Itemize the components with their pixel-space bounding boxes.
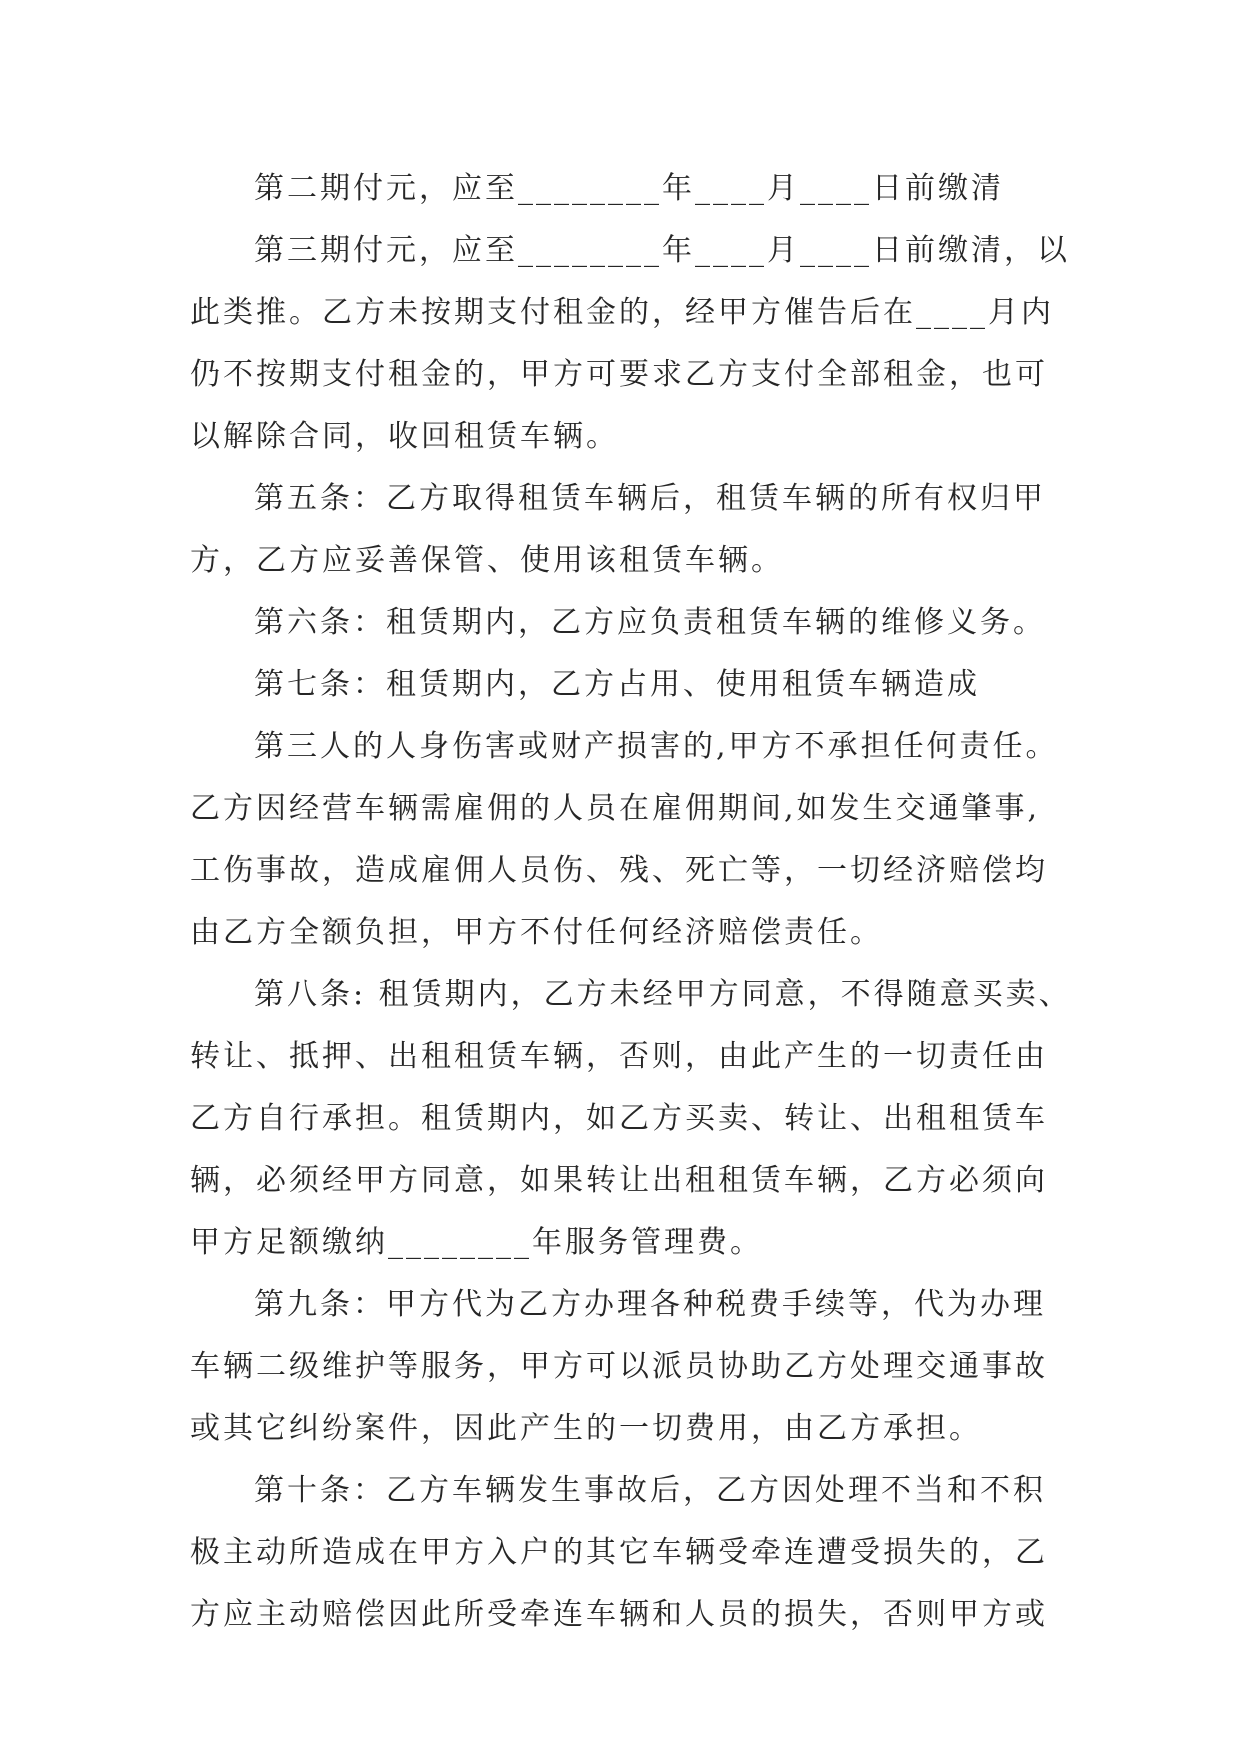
text-line: 由乙方全额负担，甲方不付任何经济赔偿责任。 xyxy=(190,915,883,950)
text-line: 第九条：甲方代为乙方办理各种税费手续等，代为办理 xyxy=(254,1287,1046,1322)
text-line: 第二期付元，应至________年____月____日前缴清 xyxy=(254,171,1004,206)
text-line: 极主动所造成在甲方入户的其它车辆受牵连遭受损失的，乙 xyxy=(190,1535,1048,1570)
text-line: 第三人的人身伤害或财产损害的,甲方不承担任何责任。 xyxy=(254,729,1059,764)
text-line: 此类推。乙方未按期支付租金的，经甲方催告后在____月内 xyxy=(190,295,1054,330)
text-line: 第七条：租赁期内，乙方占用、使用租赁车辆造成 xyxy=(254,667,980,702)
text-line: 第六条：租赁期内，乙方应负责租赁车辆的维修义务。 xyxy=(254,605,1046,640)
text-line: 第十条：乙方车辆发生事故后，乙方因处理不当和不积 xyxy=(254,1473,1046,1508)
text-line: 仍不按期支付租金的，甲方可要求乙方支付全部租金，也可 xyxy=(190,357,1048,392)
text-line: 方，乙方应妥善保管、使用该租赁车辆。 xyxy=(190,543,784,578)
text-line: 甲方足额缴纳________年服务管理费。 xyxy=(190,1225,763,1260)
text-line: 第三期付元，应至________年____月____日前缴清，以 xyxy=(254,233,1070,268)
text-line: 转让、抵押、出租租赁车辆，否则，由此产生的一切责任由 xyxy=(190,1039,1048,1074)
text-line: 第八条: 租赁期内，乙方未经甲方同意，不得随意买卖、 xyxy=(254,977,1072,1012)
text-line: 乙方自行承担。租赁期内，如乙方买卖、转让、出租租赁车 xyxy=(190,1101,1048,1136)
text-line: 车辆二级维护等服务，甲方可以派员协助乙方处理交通事故 xyxy=(190,1349,1048,1384)
text-line: 工伤事故，造成雇佣人员伤、残、死亡等，一切经济赔偿均 xyxy=(190,853,1048,888)
text-line: 以解除合同，收回租赁车辆。 xyxy=(190,419,619,454)
text-line: 第五条：乙方取得租赁车辆后，租赁车辆的所有权归甲 xyxy=(254,481,1046,516)
text-line: 辆，必须经甲方同意，如果转让出租租赁车辆，乙方必须向 xyxy=(190,1163,1048,1198)
text-line: 或其它纠纷案件，因此产生的一切费用，由乙方承担。 xyxy=(190,1411,982,1446)
contract-text xyxy=(190,158,1070,1646)
text-line: 乙方因经营车辆需雇佣的人员在雇佣期间,如发生交通肇事, xyxy=(190,791,1041,826)
text-line: 方应主动赔偿因此所受牵连车辆和人员的损失，否则甲方或 xyxy=(190,1597,1048,1632)
